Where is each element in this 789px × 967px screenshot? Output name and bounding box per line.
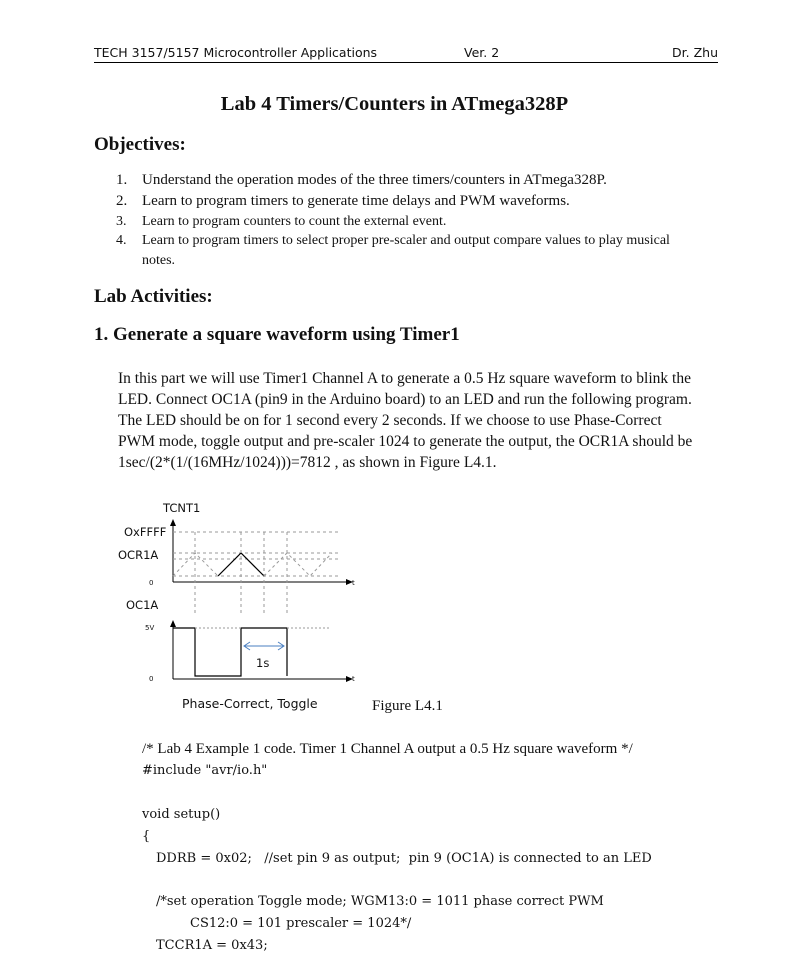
code-setup: void setup() (142, 807, 221, 822)
t-label: t (352, 675, 355, 683)
oc1a-waveform (173, 628, 287, 676)
objective-number: 1. (116, 172, 128, 188)
tcnt-y-arrow (170, 519, 176, 526)
lab-activities-heading: Lab Activities: (94, 286, 213, 307)
code-comment: /* Lab 4 Example 1 code. Timer 1 Channel A output a 0.5 Hz square waveform */ (142, 741, 633, 757)
zero-label: 0 (149, 579, 154, 587)
oc1a-label: OC1A (126, 598, 159, 612)
counter-waveform-dashed (173, 553, 264, 576)
figure-caption: Figure L4.1 (372, 698, 443, 714)
section-1-heading: 1. Generate a square waveform using Timer1 (94, 324, 460, 345)
mode-label: Phase-Correct, Toggle (182, 696, 318, 711)
page-title: Lab 4 Timers/Counters in ATmega328P (220, 93, 569, 115)
ocr1a-label: OCR1A (118, 548, 159, 562)
paragraph-line: 1sec/(2*(1/(16MHz/1024)))=7812 , as shown in Figure L4.1. (118, 454, 497, 471)
author: Dr. Zhu (672, 45, 718, 60)
code-tccr1a: TCCR1A = 0x43; (156, 938, 268, 953)
tcnt-label: TCNT1 (163, 501, 201, 515)
five-volt-label: 5V (145, 624, 155, 632)
paragraph-line: The LED should be on for 1 second every 2 seconds. If we choose to use Phase-Correct (118, 412, 662, 429)
zero-label: 0 (149, 675, 154, 683)
code-include: #include "avr/io.h" (142, 763, 268, 778)
course-name: TECH 3157/5157 Microcontroller Applications (94, 45, 378, 60)
objective-number: 3. (116, 214, 127, 229)
code-ddrb: DDRB = 0x02; //set pin 9 as output; pin 9 (OC1A) is connected to an LED (156, 851, 652, 866)
objective-number: 2. (116, 193, 128, 209)
paragraph-line: PWM mode, toggle output and pre-scaler 1024 to generate the output, the OCR1A should be (118, 433, 693, 450)
oc1a-y-arrow (170, 620, 176, 627)
oxffff-label: OxFFFF (124, 525, 167, 539)
figure-l4-1 (110, 496, 370, 721)
objective-text: Learn to program counters to count the external event. (142, 214, 447, 229)
objectives-heading: Objectives: (94, 134, 186, 155)
t-label: t (352, 579, 355, 587)
page-header (94, 44, 718, 63)
objective-text: Learn to program timers to generate time delays and PWM waveforms. (142, 193, 570, 209)
paragraph-line: In this part we will use Timer1 Channel A to generate a 0.5 Hz square waveform to blink the (118, 370, 691, 387)
objective-text: Understand the operation modes of the three timers/counters in ATmega328P. (142, 172, 607, 188)
version: Ver. 2 (464, 45, 500, 60)
code-mode-comment: /*set operation Toggle mode; WGM13:0 = 1011 phase correct PWM (156, 894, 604, 909)
paragraph-line: LED. Connect OC1A (pin9 in the Arduino board) to an LED and run the following program. (118, 391, 692, 408)
counter-waveform-dashed-2 (264, 553, 332, 576)
objective-text: Learn to program timers to select proper pre-scaler and output compare values to play musical (142, 233, 670, 248)
objective-text: notes. (142, 253, 176, 268)
objective-number: 4. (116, 233, 127, 248)
code-mode-comment: CS12:0 = 101 prescaler = 1024*/ (190, 916, 412, 931)
code-brace: { (142, 829, 151, 844)
interval-label: 1s (256, 656, 270, 670)
